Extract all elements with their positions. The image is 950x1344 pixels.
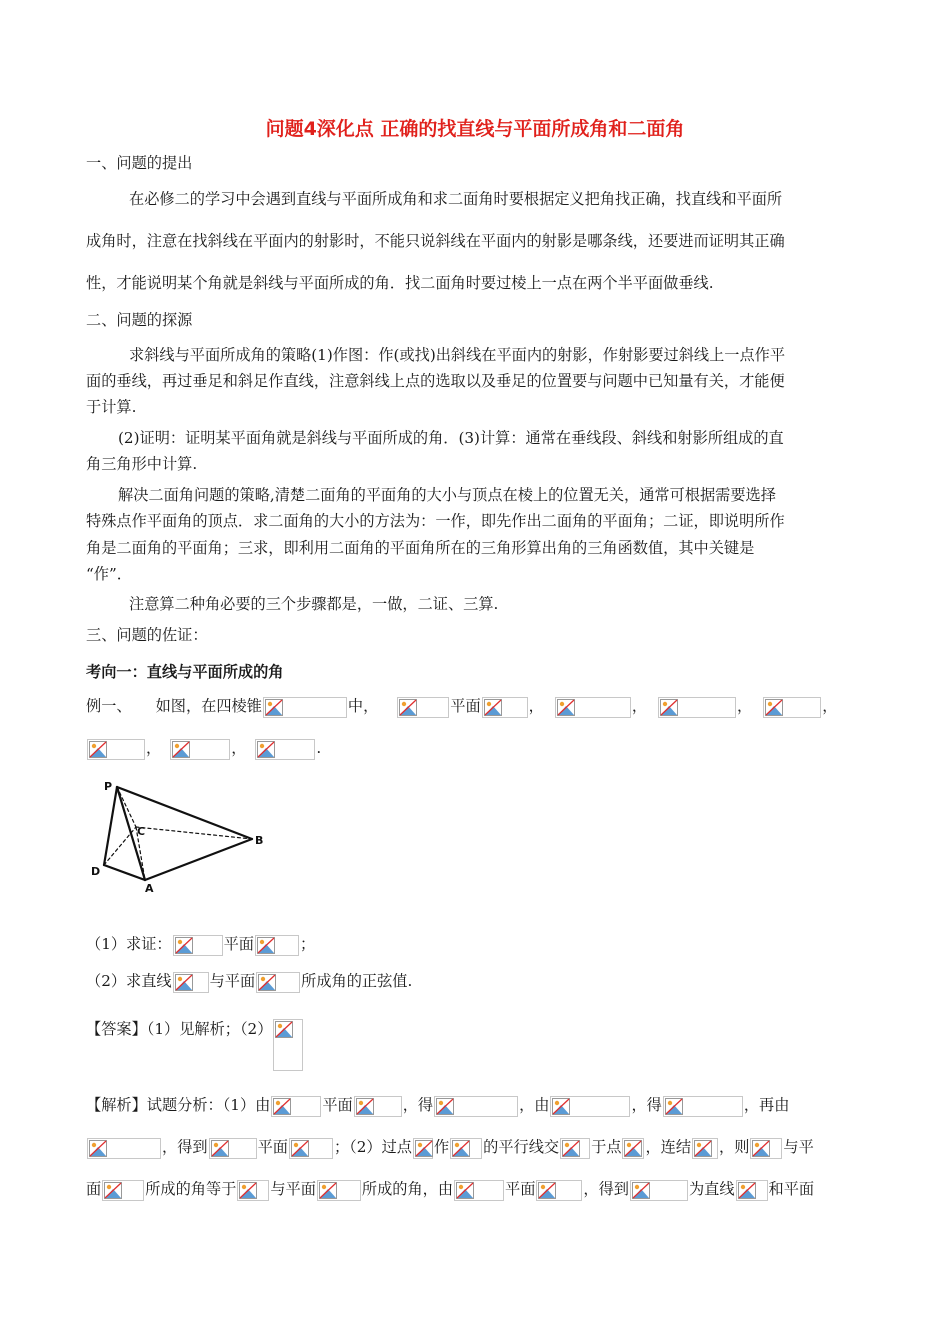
text: 平面 [257,1138,288,1156]
broken-image-icon [89,1140,107,1157]
question-2 [86,971,412,993]
text: 和平面 [768,1180,815,1198]
formula-placeholder [560,1138,590,1159]
formula-placeholder [255,739,315,760]
edge-ab [145,839,252,880]
analysis-line-2 [86,1137,814,1159]
broken-image-icon [456,1182,474,1199]
formula-placeholder [736,1180,768,1201]
broken-image-icon [752,1140,770,1157]
formula-placeholder [413,1138,433,1159]
text: （2）求直线 [86,972,172,990]
paragraph: 于计算. [86,398,137,416]
broken-image-icon [624,1140,642,1157]
text: ，得 [631,1096,662,1114]
broken-image-icon [632,1182,650,1199]
example-line-2 [86,738,321,760]
question-1 [86,934,315,956]
pyramid-figure [84,778,274,893]
formula-placeholder [173,935,223,956]
edge-pd [104,787,117,865]
formula-placeholder [663,1096,743,1117]
paragraph: 注意算二种角必要的三个步骤都是，一做，二证、三算. [129,595,499,613]
broken-image-icon [257,741,275,758]
paragraph: “作”． [86,565,132,583]
formula-placeholder [692,1138,718,1159]
formula-placeholder [263,697,347,718]
formula-placeholder [289,1138,333,1159]
broken-image-icon [239,1182,257,1199]
answer-label: 【答案】 [86,1020,147,1038]
broken-image-icon [538,1182,556,1199]
formula-placeholder [763,697,821,718]
formula-placeholder [550,1096,630,1117]
broken-image-icon [436,1098,454,1115]
broken-image-icon [415,1140,433,1157]
text: 所成的角等于 [145,1180,237,1198]
answer-line [86,1019,304,1071]
formula-placeholder [658,697,736,718]
page-title: 问题4深化点 正确的找直线与平面所成角和二面角 [265,118,685,140]
text: ， [528,697,544,715]
formula-placeholder [630,1180,688,1201]
broken-image-icon [484,699,502,716]
text: ，由 [519,1096,550,1114]
formula-placeholder [273,1019,303,1071]
formula-placeholder [454,1180,504,1201]
formula-placeholder [450,1138,482,1159]
broken-image-icon [175,937,193,954]
text: ， [822,697,838,715]
broken-image-icon [89,741,107,758]
text: 与平 [783,1138,814,1156]
text: ， [231,739,247,757]
text: ；（2）过点 [333,1138,412,1156]
text: ，则 [719,1138,750,1156]
section-heading-3: 三、问题的佐证： [86,626,208,644]
text: ， [146,739,162,757]
text: 所成的角，由 [361,1180,453,1198]
text: . [316,739,322,757]
text: ， [631,697,647,715]
edge-da [104,865,145,880]
formula-placeholder [170,739,230,760]
broken-image-icon [738,1182,756,1199]
broken-image-icon [552,1098,570,1115]
example-line-1 [86,696,837,718]
formula-placeholder [102,1180,144,1201]
broken-image-icon [175,974,193,991]
text: ，得到 [583,1180,629,1198]
formula-placeholder [482,697,528,718]
paragraph: (2)证明：证明某平面角就是斜线与平面所成的角．(3)计算：通常在垂线段、斜线和射影所组成的直 [118,429,784,447]
text: 为直线 [688,1180,735,1198]
broken-image-icon [660,699,678,716]
formula-placeholder [317,1180,361,1201]
text: （1）见解析；（2） [146,1020,273,1038]
text: 平面 [505,1180,536,1198]
paragraph: 特殊点作平面角的顶点．求二面角的大小的方法为：一作，即先作出二面角的平面角；二证，即说明所作 [86,512,785,530]
broken-image-icon [452,1140,470,1157]
analysis-label: 【解析】 [86,1096,147,1114]
text: （1）求证： [86,935,172,953]
formula-placeholder [397,697,449,718]
paragraph: 在必修二的学习中会遇到直线与平面所成角和求二面角时要根据定义把角找正确，找直线和平面所 [129,190,783,208]
formula-placeholder [555,697,631,718]
broken-image-icon [356,1098,374,1115]
text: ， [737,697,753,715]
topic-heading: 考向一：直线与平面所成的角 [86,663,284,681]
formula-placeholder [622,1138,644,1159]
paragraph: 性，才能说明某个角就是斜线与平面所成的角．找二面角时要过棱上一点在两个半平面做垂线. [86,274,714,292]
paragraph: 成角时，注意在找斜线在平面内的射影时，不能只说斜线在平面内的射影是哪条线，还要进而证明其正确 [86,232,785,250]
formula-placeholder [87,1138,161,1159]
text: ，再由 [743,1096,790,1114]
text: 的平行线交 [483,1138,560,1156]
formula-placeholder [237,1180,269,1201]
text: 平面 [322,1096,353,1114]
broken-image-icon [319,1182,337,1199]
paragraph: 角三角形中计算. [86,455,198,473]
text: 面 [86,1180,102,1198]
text: ，得到 [162,1138,208,1156]
text: 作 [433,1138,450,1156]
formula-placeholder [271,1096,321,1117]
analysis-line-1 [86,1095,789,1117]
point-label-b: B [255,834,264,847]
text: 试题分析：（1）由 [146,1096,271,1114]
formula-placeholder [209,1138,257,1159]
broken-image-icon [172,741,190,758]
point-label-c: C [137,825,146,838]
formula-placeholder [87,739,145,760]
broken-image-icon [273,1098,291,1115]
formula-placeholder [256,972,300,993]
text: 如图，在四棱锥 [155,697,262,715]
formula-placeholder [354,1096,402,1117]
paragraph: 角是二面角的平面角；三求，即利用二面角的平面角所在的三角形算出角的三角函数值，其中关键是 [86,539,755,557]
paragraph: 面的垂线，再过垂足和斜足作直线，注意斜线上点的选取以及垂足的位置要与问题中已知量有关，才能便 [86,372,785,390]
broken-image-icon [665,1098,683,1115]
section-heading-1: 一、问题的提出 [86,154,193,172]
section-heading-2: 二、问题的探源 [86,311,193,329]
paragraph: 解决二面角问题的策略,清楚二面角的平面角的大小与顶点在棱上的位置无关，通常可根据需要选择 [118,486,776,504]
text: 中， [347,697,379,715]
broken-image-icon [291,1140,309,1157]
formula-placeholder [536,1180,582,1201]
broken-image-icon [211,1140,229,1157]
broken-image-icon [275,1021,293,1038]
formula-placeholder [750,1138,782,1159]
point-label-d: D [91,865,101,878]
example-label: 例一、 [86,697,132,715]
text: ； [299,935,316,953]
broken-image-icon [258,974,276,991]
text: 平面 [450,697,481,715]
formula-placeholder [255,935,299,956]
formula-placeholder [434,1096,518,1117]
broken-image-icon [765,699,783,716]
broken-image-icon [265,699,283,716]
text: 与平面 [270,1180,316,1198]
text: 与平面 [209,972,256,990]
point-label-p: P [104,780,113,793]
text: 所成角的正弦值. [301,972,413,990]
paragraph: 求斜线与平面所成角的策略(1)作图：作(或找)出斜线在平面内的射影，作射影要过斜线上一点作平 [129,346,786,364]
text: 于点 [591,1138,622,1156]
text: 平面 [223,935,254,953]
broken-image-icon [562,1140,580,1157]
text: ，得 [402,1096,434,1114]
point-label-a: A [145,882,154,893]
broken-image-icon [104,1182,122,1199]
text: ，连结 [645,1138,692,1156]
broken-image-icon [694,1140,712,1157]
broken-image-icon [257,937,275,954]
broken-image-icon [557,699,575,716]
formula-placeholder [173,972,209,993]
analysis-line-3 [86,1179,814,1201]
broken-image-icon [399,699,417,716]
